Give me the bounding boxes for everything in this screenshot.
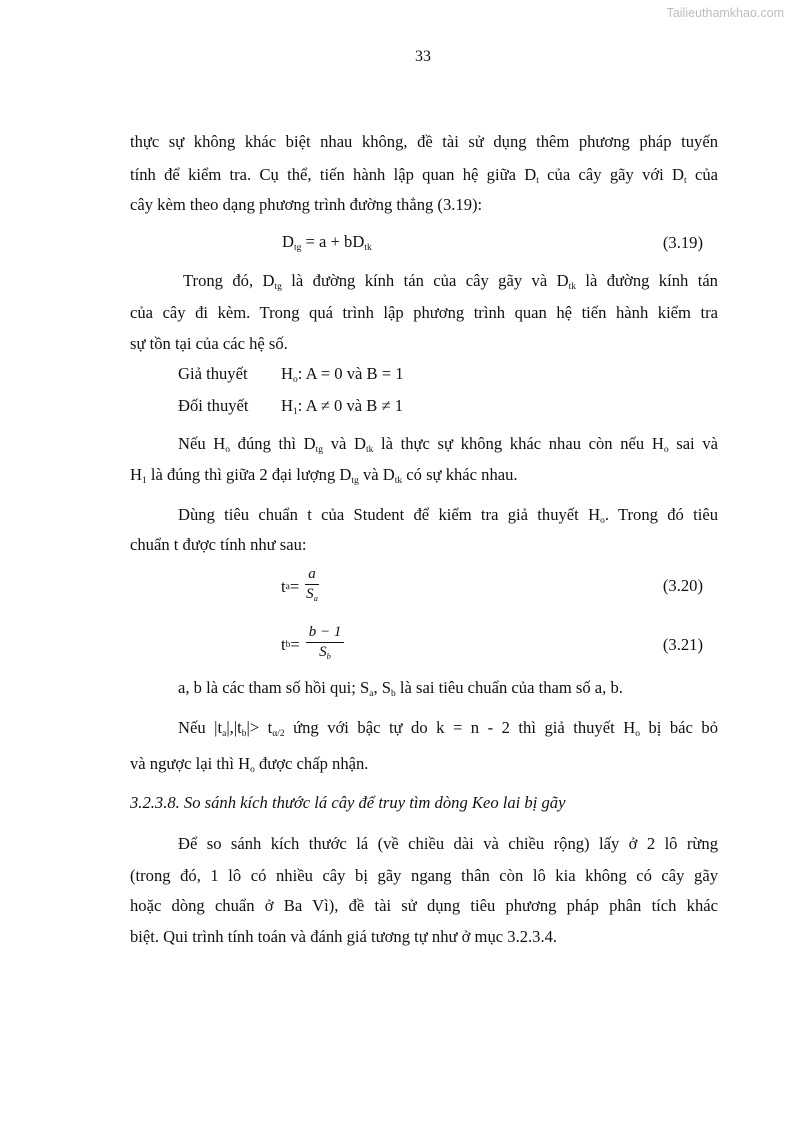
- text-segment: Đối thuyết: [178, 396, 249, 415]
- equation-number-3-20: (3.20): [662, 576, 703, 595]
- section-heading: [130, 793, 565, 813]
- text-segment: là thực sự không khác nhau còn nếu H: [373, 434, 664, 453]
- subscript: o: [635, 729, 640, 739]
- text-line: [178, 834, 718, 854]
- subscript: 1: [292, 407, 298, 417]
- subscript: o: [600, 516, 605, 526]
- text-segment: , S: [373, 678, 391, 697]
- text-segment: và D: [358, 465, 395, 484]
- text-segment: tính để kiểm tra. Cụ thể, tiến hành lập quan hệ giữa D: [130, 165, 537, 184]
- text-segment: = a + bD: [301, 232, 365, 251]
- equals: =: [290, 635, 300, 654]
- text-line: [178, 434, 718, 454]
- text-line: [130, 165, 718, 185]
- text-segment: bị bác bỏ: [639, 718, 718, 737]
- lhs-sub: b: [285, 640, 291, 650]
- text-line: [178, 718, 718, 738]
- text-segment: Dùng tiêu chuẩn t của Student để kiểm tra giả thuyết H: [178, 505, 601, 524]
- text-segment: được chấp nhận.: [254, 754, 369, 773]
- text-segment: H: [281, 364, 293, 383]
- text-segment: của cây gãy với D: [538, 165, 685, 184]
- text-line: [130, 303, 718, 323]
- subscript: o: [225, 445, 231, 455]
- text-segment: Nếu |t: [178, 718, 223, 737]
- text-segment: thực sự không khác biệt nhau không, đề tài sử dụng thêm phương pháp tuyến: [130, 132, 718, 151]
- equation-number-3-21: (3.21): [662, 635, 703, 654]
- text-segment: là đường kính tán của cây gãy và D: [281, 271, 569, 290]
- text-segment: H: [130, 465, 142, 484]
- subscript: tg: [315, 445, 324, 455]
- text-segment: của cây đi kèm. Trong quá trình lập phương trình quan hệ tiến hành kiểm tra: [130, 303, 718, 322]
- text-line: [282, 232, 372, 252]
- subscript: b: [241, 729, 247, 739]
- text-segment: Giả thuyết: [178, 364, 248, 383]
- text-segment: H: [281, 396, 293, 415]
- text-line: [130, 754, 368, 774]
- text-segment: Để so sánh kích thước lá (về chiều dài và chiều rộng) lấy ở 2 lô rừng: [178, 834, 718, 853]
- subscript: a: [222, 729, 227, 739]
- text-line: [281, 396, 403, 416]
- text-segment: đúng thì D: [230, 434, 316, 453]
- subscript: tg: [351, 476, 359, 486]
- text-segment: 3.2.3.8. So sánh kích thước lá cây để truy tìm dòng Keo lai bị gãy: [130, 793, 566, 812]
- lhs: t: [281, 577, 286, 596]
- text-line: [178, 678, 623, 698]
- denominator: [306, 585, 318, 608]
- equation-ta: [281, 566, 319, 608]
- subscript: tk: [568, 282, 576, 292]
- text-segment: là đường kính tán: [575, 271, 718, 290]
- subscript: b: [391, 689, 396, 699]
- text-segment: của: [686, 165, 719, 184]
- text-line: [281, 364, 404, 384]
- subscript: tk: [365, 445, 374, 455]
- text-segment: ứng với bậc tự do k = n - 2 thì giả thuyết H: [284, 718, 636, 737]
- text-segment: D: [282, 232, 294, 251]
- text-segment: và D: [323, 434, 366, 453]
- text-segment: |> t: [246, 718, 273, 737]
- text-line: [130, 465, 518, 485]
- text-segment: |,|t: [226, 718, 242, 737]
- text-segment: : A = 0 và B = 1: [297, 364, 404, 383]
- den-sub: b: [326, 651, 331, 661]
- subscript: t: [536, 176, 539, 186]
- equals: =: [289, 577, 300, 596]
- text-segment: là đúng thì giữa 2 đại lượng D: [146, 465, 352, 484]
- den-text: S: [306, 586, 314, 602]
- text-line: [178, 396, 249, 416]
- equation-tb: [281, 624, 344, 666]
- subscript: tk: [394, 476, 403, 486]
- text-segment: Nếu H: [178, 434, 226, 453]
- text-segment: sự tồn tại của các hệ số.: [130, 334, 288, 353]
- subscript: tk: [364, 243, 372, 253]
- text-line: [130, 866, 718, 886]
- text-segment: là sai tiêu chuẩn của tham số a, b.: [395, 678, 623, 697]
- subscript: α/2: [272, 729, 285, 739]
- text-line: [183, 271, 718, 291]
- text-line: [130, 927, 557, 947]
- watermark: Tailieuthamkhao.com: [666, 6, 784, 20]
- text-line: [178, 505, 718, 525]
- subscript: a: [369, 689, 374, 699]
- subscript: t: [684, 176, 687, 186]
- text-segment: và ngược lại thì H: [130, 754, 251, 773]
- subscript: o: [663, 445, 669, 455]
- text-segment: cây kèm theo dạng phương trình đường thẳng (3.19):: [130, 195, 483, 214]
- subscript: 1: [141, 476, 147, 486]
- text-line: [178, 364, 248, 384]
- text-line: [130, 896, 718, 916]
- text-segment: sai và: [668, 434, 718, 453]
- den-text: S: [319, 644, 327, 660]
- text-segment: (trong đó, 1 lô có nhiều cây bị gãy ngang thân còn lô kia không có cây gãy: [130, 866, 718, 885]
- fraction: [305, 566, 319, 608]
- fraction: [306, 624, 345, 666]
- subscript: tg: [293, 243, 302, 253]
- text-segment: biệt. Qui trình tính toán và đánh giá tương tự như ở mục 3.2.3.4.: [130, 927, 558, 946]
- denominator: [319, 643, 331, 666]
- subscript: tg: [274, 282, 282, 292]
- page-number: 33: [415, 48, 431, 65]
- text-line: [130, 334, 288, 354]
- text-segment: hoặc dòng chuẩn ở Ba Vì), đề tài sử dụng tiêu phương pháp phân tích khác: [130, 896, 718, 915]
- lhs: t: [281, 635, 286, 654]
- subscript: o: [292, 375, 298, 385]
- lhs-sub: a: [285, 582, 290, 592]
- text-segment: chuẩn t được tính như sau:: [130, 535, 307, 554]
- equation-number-3-19: (3.19): [662, 233, 703, 252]
- numerator: b − 1: [306, 624, 345, 643]
- text-segment: : A ≠ 0 và B ≠ 1: [297, 396, 404, 415]
- text-segment: . Trong đó tiêu: [604, 505, 718, 524]
- text-segment: a, b là các tham số hồi qui; S: [178, 678, 370, 697]
- text-line: [130, 195, 482, 215]
- subscript: o: [250, 765, 255, 775]
- den-sub: a: [313, 593, 318, 603]
- text-line: [130, 535, 307, 555]
- text-line: [130, 132, 718, 152]
- numerator: a: [305, 566, 319, 585]
- text-segment: có sự khác nhau.: [402, 465, 518, 484]
- text-segment: Trong đó, D: [183, 271, 275, 290]
